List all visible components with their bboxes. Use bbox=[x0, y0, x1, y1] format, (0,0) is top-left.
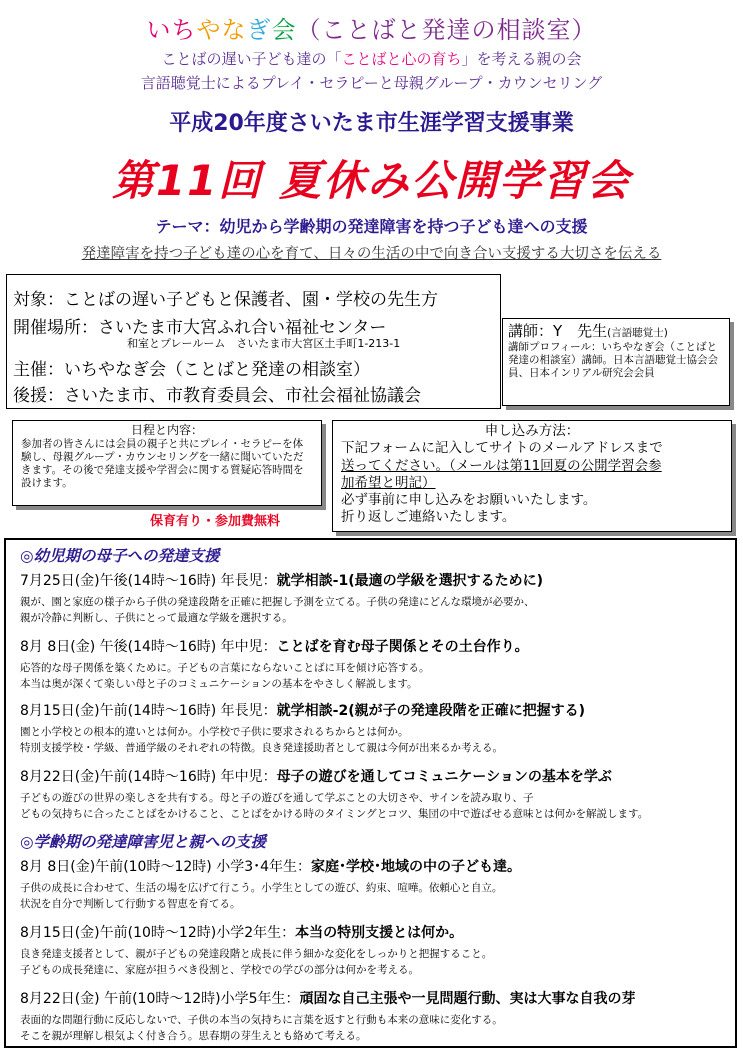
tagline: 発達障害を持つ子ども達の心を育て、日々の生活の中で向き合い支援する大切さを伝える bbox=[81, 246, 662, 262]
item-desc: 状況を自分で判断して行動する智恵を育てる。 bbox=[20, 898, 241, 910]
org-title bbox=[0, 10, 743, 45]
subtitle-1-highlight: ことばと心の育ち bbox=[341, 50, 462, 68]
apply-line: 加希望と明記） bbox=[341, 474, 436, 491]
nursery-note: 保育有り・参加費無料 bbox=[150, 514, 281, 529]
program-item bbox=[20, 570, 543, 590]
item-desc: どもの気持ちに合ったことばをかけること、ことばをかける時のタイミングとコツ、集団の中で遊ばせる意味とは何かを解説します。 bbox=[20, 808, 649, 820]
item-date: 8月 8日(金)午前(10時〜12時) 小学3･4年生： bbox=[20, 859, 312, 875]
item-date: 8月15日(金)午前(14時〜16時) 年長児： bbox=[20, 703, 277, 719]
item-desc: 応答的な母子関係を築くために。子どもの言葉にならないことばに耳を傾け応答する。 bbox=[20, 662, 430, 674]
org-part: やな bbox=[196, 16, 247, 44]
support-text: 後援：さいたま市、市教育委員会、市社会福祉協議会 bbox=[13, 386, 421, 406]
item-desc: 親が、園と家庭の様子から子供の発達段階を正確に把握し予測を立てる。子供の発達にどんな環境が必要か、 bbox=[20, 596, 535, 608]
apply-line: 送ってください。（メールは第11回夏の公開学習会参 bbox=[341, 457, 662, 474]
org-part: 会 bbox=[271, 16, 297, 44]
lecturer-profile: 講師プロフィール：いちやなぎ会（ことばと発達の相談室）講師。日本言語聴覚士協会会員、日本インリアル研究会会員 bbox=[508, 340, 718, 379]
event-title: 第11回 夏休み公開学習会 bbox=[111, 156, 632, 205]
schedule-body: 参加者の皆さんには会員の親子と共にプレイ・セラピーを体験し、母親グループ・カウンセリングを一緒に聞いていただきます。その後で発達支援や学習会に関する質疑応答時間を設けます。 bbox=[21, 438, 304, 490]
section-1-heading: ◎幼児期の母子への発達支援 bbox=[20, 547, 220, 565]
lecturer-name: 講師：Y 先生 bbox=[508, 322, 608, 340]
item-desc: 園と小学校との根本的違いとは何か。小学校で子供に要求されるちからとは何か。 bbox=[20, 726, 409, 738]
apply-box bbox=[332, 420, 732, 532]
program-item bbox=[20, 766, 612, 786]
program-box bbox=[4, 538, 737, 1048]
item-desc: 子供の成長に合わせて、生活の場を広げて行こう。小学生としての遊び、約束、喧嘩。依頼心と自立。 bbox=[20, 882, 503, 894]
item-date: 8月15日(金)午前(10時〜12時)小学2年生： bbox=[20, 925, 296, 941]
target-text: 対象：ことばの遅い子どもと保護者、園・学校の先生方 bbox=[13, 290, 438, 310]
section-2-heading: ◎学齢期の発達障害児と親への支援 bbox=[20, 833, 267, 851]
program-item bbox=[20, 700, 585, 720]
item-topic: 本当の特別支援とは何か。 bbox=[295, 925, 464, 941]
apply-line: 必ず事前に申し込みをお願いいたします。 bbox=[341, 492, 597, 509]
schedule-box bbox=[12, 420, 322, 506]
project-name: 平成20年度さいたま市生涯学習支援事業 bbox=[169, 111, 574, 136]
org-part: いち bbox=[146, 16, 197, 44]
item-topic: 母子の遊びを通してコミュニケーションの基本を学ぶ bbox=[276, 769, 612, 785]
info-box bbox=[6, 274, 501, 409]
item-date: 7月25日(金)午後(14時〜16時) 年長児： bbox=[20, 573, 277, 589]
program-item bbox=[20, 922, 463, 942]
item-date: 8月22日(金) 午前(10時〜12時)小学5年生： bbox=[20, 991, 300, 1007]
subtitle-1-a: ことばの遅い子ども達の「 bbox=[161, 50, 342, 68]
item-desc: 表面的な問題行動に反応しないで、子供の本当の気持ちに言葉を返すと行動も本来の意味に変化する。 bbox=[20, 1014, 503, 1026]
address-text: 和室とプレールーム さいたま市大宮区土手町1-213-1 bbox=[127, 337, 401, 350]
host-text: 主催：いちやなぎ会（ことばと発達の相談室） bbox=[13, 360, 370, 380]
subtitle-1 bbox=[0, 48, 743, 69]
item-topic: 就学相談-2(親が子の発達段階を正確に把握する) bbox=[276, 703, 586, 719]
schedule-heading: 日程と内容： bbox=[130, 423, 203, 437]
item-desc: 子どもの成長発達に、家庭が担うべき役割と、学校での学びの部分は何かを考える。 bbox=[20, 964, 419, 976]
apply-line: 折り返しご連絡いたします。 bbox=[341, 509, 516, 526]
org-part: （ことばと発達の相談室） bbox=[296, 16, 597, 44]
apply-heading: 申し込み方法： bbox=[484, 423, 580, 439]
lecturer-title: (言語聴覚士) bbox=[607, 327, 668, 339]
subtitle-2: 言語聴覚士によるプレイ・セラピーと母親グループ・カウンセリング bbox=[140, 74, 603, 92]
org-part: ぎ bbox=[246, 16, 272, 44]
item-desc: そこを親が理解し根気よく付き合う。思春期の芽生えとも絡めて考える。 bbox=[20, 1030, 367, 1042]
program-item bbox=[20, 856, 521, 876]
program-item bbox=[20, 636, 529, 656]
item-date: 8月22日(金)午前(14時〜16時) 年中児： bbox=[20, 769, 277, 785]
item-desc: 本当は奥が深くて楽しい母と子のコミュニケーションの基本をやさしく解説します。 bbox=[20, 678, 418, 690]
lecturer-box bbox=[502, 318, 730, 406]
subtitle-1-b: 」を考える親の会 bbox=[461, 50, 582, 68]
item-date: 8月 8日(金) 午後(14時〜16時) 年中児： bbox=[20, 639, 277, 655]
item-desc: 親が冷静に判断し、子供にとって最適な学級を選択する。 bbox=[20, 612, 293, 624]
item-topic: 就学相談-1(最適の学級を選択するために) bbox=[276, 573, 544, 589]
item-topic: 頑固な自己主張や一見問題行動、実は大事な自我の芽 bbox=[299, 991, 636, 1007]
item-topic: 家庭･学校･地域の中の子ども達。 bbox=[311, 859, 522, 875]
program-item bbox=[20, 988, 636, 1008]
item-desc: 特別支援学校・学級、普通学級のそれぞれの特徴。良き発達援助者として親は今何が出来るか考える。 bbox=[20, 742, 503, 754]
item-desc: 良き発達支援者として、親が子どもの発達段階と成長に伴う細かな変化をしっかりと把握すること。 bbox=[20, 948, 493, 960]
item-topic: ことばを育む母子関係とその土台作り。 bbox=[276, 639, 529, 655]
theme: テーマ：幼児から学齢期の発達障害を持つ子ども達への支援 bbox=[155, 217, 588, 236]
venue-text: 開催場所：さいたま市大宮ふれ合い福祉センター bbox=[13, 318, 387, 338]
apply-line: 下記フォームに記入してサイトのメールアドレスまで bbox=[341, 440, 663, 457]
item-desc: 子どもの遊びの世界の楽しさを共有する。母と子の遊びを通して学ぶことの大切さや、サインを読み取り、子 bbox=[20, 792, 534, 804]
